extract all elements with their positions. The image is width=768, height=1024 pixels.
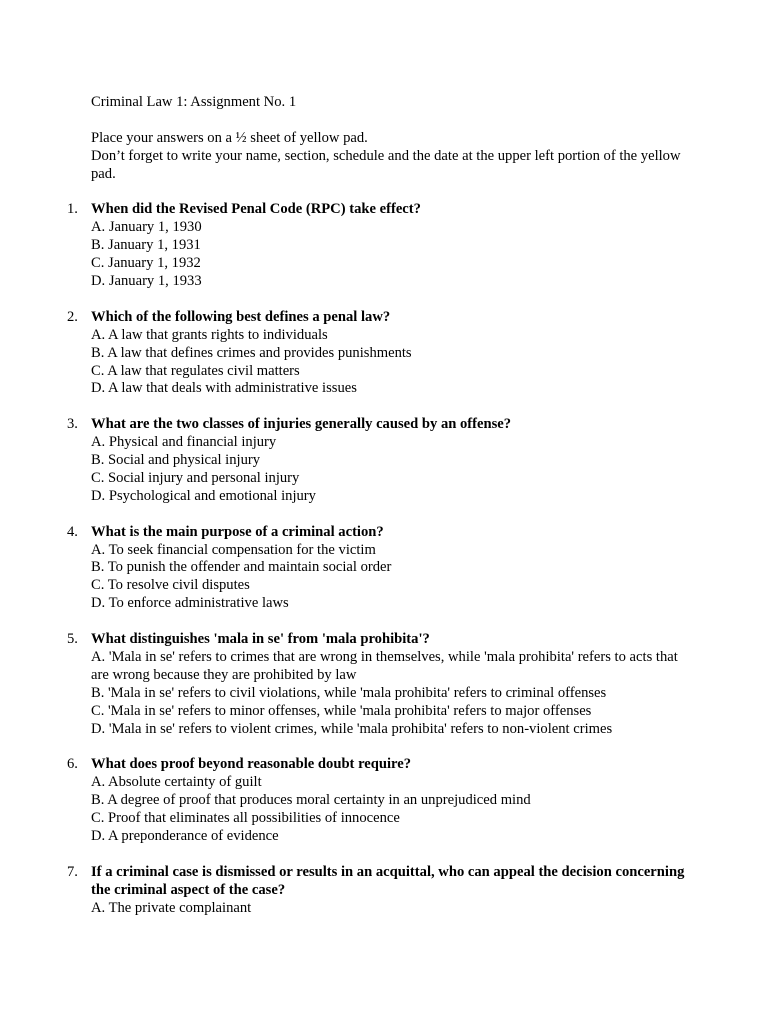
answer-option: C. January 1, 1932 xyxy=(91,255,201,272)
answer-option: D. A law that deals with administrative issues xyxy=(91,380,357,397)
instructions xyxy=(91,130,691,184)
question-number: 5. xyxy=(67,631,78,648)
answer-option: B. A law that defines crimes and provides punishments xyxy=(91,344,412,361)
question-item xyxy=(67,523,691,614)
document-content xyxy=(67,94,691,935)
answer-option: B. To punish the offender and maintain social order xyxy=(91,559,392,576)
question-text: Which of the following best defines a penal law? xyxy=(91,308,391,325)
document-title: Criminal Law 1: Assignment No. 1 xyxy=(91,94,297,110)
question-number: 1. xyxy=(67,201,78,218)
question-item xyxy=(67,756,691,846)
question-number: 2. xyxy=(67,308,78,325)
answer-option: D. January 1, 1933 xyxy=(91,273,202,290)
question-text: When did the Revised Penal Code (RPC) take effect? xyxy=(91,201,421,218)
question-item xyxy=(67,863,691,918)
instruction-line: Place your answers on a ½ sheet of yellow pad. xyxy=(91,129,368,146)
answer-option: A. The private complainant xyxy=(91,899,252,916)
question-number: 6. xyxy=(67,756,78,773)
answer-option: D. A preponderance of evidence xyxy=(91,828,279,845)
question-item xyxy=(67,308,691,399)
question-list xyxy=(67,201,691,917)
question-number: 4. xyxy=(67,523,78,540)
question-number: 3. xyxy=(67,416,78,433)
question-text: What distinguishes 'mala in se' from 'mala prohibita'? xyxy=(91,631,430,648)
question-item xyxy=(67,416,691,506)
answer-option: D. 'Mala in se' refers to violent crimes, while 'mala prohibita' refers to non-violent crimes xyxy=(91,720,613,737)
answer-option: C. Proof that eliminates all possibilities of innocence xyxy=(91,810,400,827)
answer-option: C. Social injury and personal injury xyxy=(91,469,300,486)
answer-option: C. A law that regulates civil matters xyxy=(91,362,300,379)
answer-option: C. 'Mala in se' refers to minor offenses, while 'mala prohibita' refers to major offenses xyxy=(91,702,592,719)
question-text: What is the main purpose of a criminal action? xyxy=(91,523,384,540)
answer-option: C. To resolve civil disputes xyxy=(91,577,250,594)
question-text: If a criminal case is dismissed or results in an acquittal, who can appeal the decision concerning the criminal aspect of the case? xyxy=(91,863,685,898)
question-text: What are the two classes of injuries generally caused by an offense? xyxy=(91,416,512,433)
answer-option: A. 'Mala in se' refers to crimes that are wrong in themselves, while 'mala prohibita' refers to acts that are wrong because they are prohibited by law xyxy=(91,649,678,683)
answer-option: A. Physical and financial injury xyxy=(91,434,277,451)
answer-option: A. A law that grants rights to individuals xyxy=(91,326,328,343)
question-item xyxy=(67,631,691,738)
answer-option: A. To seek financial compensation for the victim xyxy=(91,541,376,558)
answer-option: B. 'Mala in se' refers to civil violations, while 'mala prohibita' refers to criminal offenses xyxy=(91,684,607,701)
answer-option: B. January 1, 1931 xyxy=(91,237,201,254)
question-number: 7. xyxy=(67,863,78,880)
answer-option: A. Absolute certainty of guilt xyxy=(91,774,262,791)
answer-option: A. January 1, 1930 xyxy=(91,219,202,236)
answer-option: D. To enforce administrative laws xyxy=(91,595,289,612)
answer-option: B. Social and physical injury xyxy=(91,452,261,469)
answer-option: B. A degree of proof that produces moral certainty in an unprejudiced mind xyxy=(91,792,531,809)
answer-option: D. Psychological and emotional injury xyxy=(91,487,316,504)
question-item xyxy=(67,201,691,291)
instruction-line: Don’t forget to write your name, section, schedule and the date at the upper left portion of the yellow pad. xyxy=(91,147,681,182)
question-text: What does proof beyond reasonable doubt require? xyxy=(91,756,412,773)
